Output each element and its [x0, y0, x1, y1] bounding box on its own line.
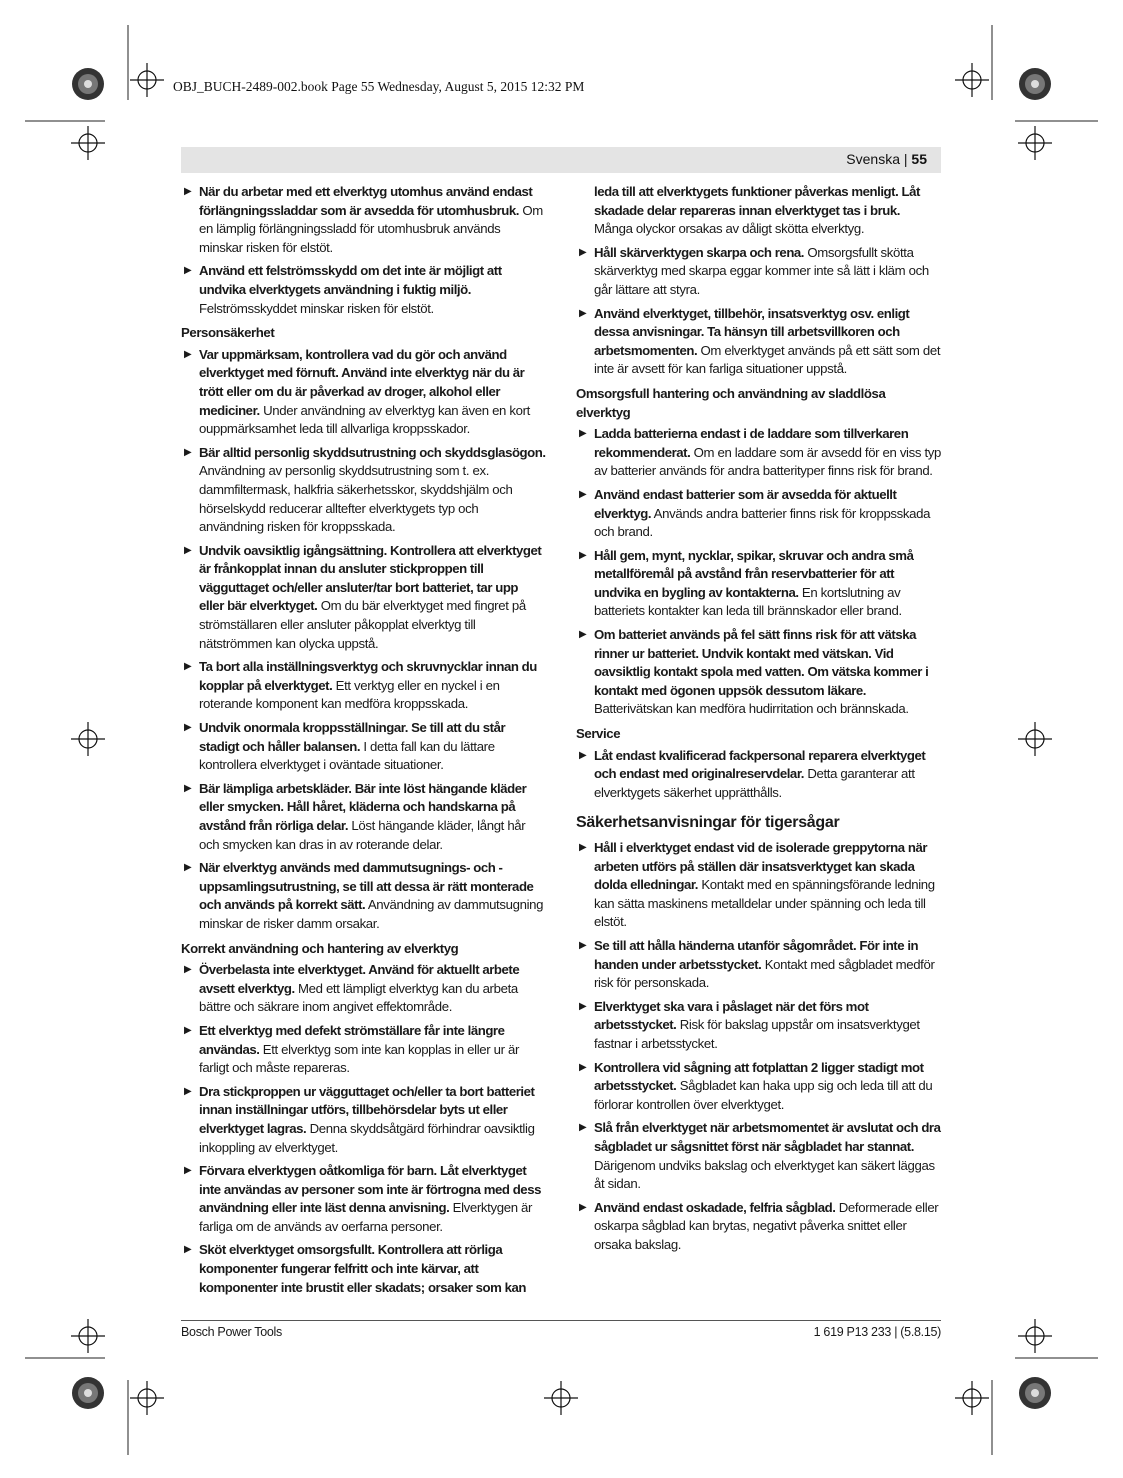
personal-safety-list [181, 346, 546, 934]
list-item: ▶ Elverktyget ska vara i påslaget när det förs mot arbetsstycket. Risk för bakslag uppstår om insatsverktyget fastnar i arbetsstycket. [576, 998, 941, 1054]
right-column [576, 183, 941, 1259]
list-item: ▶ Förvara elverktygen oåtkomliga för barn. Låt elverktyget inte användas av personer som inte är förtrogna med dess användning eller inte läst denna anvisning. Elverktygen är farliga om de används av oerfarna personer. [181, 1162, 546, 1236]
service-list [576, 747, 941, 803]
list-item: ▶ Sköt elverktyget omsorgsfullt. Kontrollera att rörliga komponenter fungerar felfritt och inte kärvar, att komponenter inte brustit eller skadats; orsaker som kan [181, 1241, 546, 1297]
list-item: ▶ Använd endast batterier som är avsedda för aktuellt elverktyg. Används andra batterier finns risk för kroppsskada och brand. [576, 486, 941, 542]
star-target-top-right [1019, 68, 1051, 100]
print-slug: OBJ_BUCH-2489-002.book Page 55 Wednesday, August 5, 2015 12:32 PM [173, 79, 585, 94]
crosshair-mark-6 [1018, 722, 1052, 756]
list-item: ▶ Använd elverktyget, tillbehör, insatsverktyg osv. enligt dessa anvisningar. Ta hänsyn till arbetsvillkoren och arbetsmomenten. Om elverktyget används på ett sätt som det inte är avsett för kan farliga situationer uppstå. [576, 305, 941, 379]
heading-correct-usage: Korrekt användning och hantering av elverktyg [181, 940, 459, 956]
list-item: ▶ Dra stickproppen ur vägguttaget och/eller ta bort batteriet innan inställningar utförs, tillbehörsdelar byts ut eller elverktyget lagras. Denna skyddsåtgärd förhindrar oavsiktlig inkoppling av elverktyget. [181, 1083, 546, 1157]
continued-item: leda till att elverktygets funktioner påverkas menligt. Låt skadade delar repareras innan elverktyget tas i bruk. Många olyckor orsakas av dåligt skötta elverktyg. [594, 184, 920, 237]
crosshair-mark-11 [955, 1381, 989, 1415]
list-item: ▶ Ladda batterierna endast i de laddare som tillverkaren rekommenderat. Om en laddare som är avsedd för en viss typ av batterier används för andra batterityper finns risk för brand. [576, 425, 941, 481]
crosshair-mark-8 [1018, 1319, 1052, 1353]
footer-brand: Bosch Power Tools [181, 1325, 282, 1339]
heading-personal-safety: Personsäkerhet [181, 325, 275, 341]
list-item: ▶ Håll skärverktygen skarpa och rena. Omsorgsfullt skötta skärverktyg med skarpa eggar kommer inte så lätt i kläm och går lättare att styra. [576, 244, 941, 300]
list-item: ▶ Undvik oavsiktlig igångsättning. Kontrollera att elverktyget är frånkopplat innan du ansluter stickproppen till vägguttaget och/eller ansluter/tar bort batteriet, tar upp eller bär elverktyget. Om du bär elverktyget med fingret på strömställaren eller ansluter påkopplat elverktyg till nätströmmen kan olycka uppstå. [181, 542, 546, 654]
list-item: ▶ Håll i elverktyget endast vid de isolerade greppytorna när arbeten utförs på ställen där insatsverktyget kan skada dolda elledningar. Kontakt med en spänningsförande ledning kan sätta maskinens metalldelar under spänning och leda till elstöt. [576, 839, 941, 932]
crosshair-mark-9 [130, 1381, 164, 1415]
list-item: ▶ Ett elverktyg med defekt strömställare får inte längre användas. Ett elverktyg som inte kan kopplas in eller ur är farligt och måste repareras. [181, 1022, 546, 1078]
crosshair-mark-10 [544, 1381, 578, 1415]
list-item: ▶ När du arbetar med ett elverktyg utomhus använd endast förlängningssladdar som är avsedda för utomhusbruk. Om en lämplig förlängningssladd för utomhusbruk används minskar risken för elstöt. [181, 183, 546, 257]
list-item: ▶ Var uppmärksam, kontrollera vad du gör och använd elverktyget med förnuft. Använd inte elverktyg när du är trött eller om du är påverkad av droger, alkohol eller mediciner. Under användning av elverktyg kan även en kort ouppmärksamhet leda till allvarliga kroppsskador. [181, 346, 546, 439]
left-column [181, 183, 546, 1302]
header-language: Svenska [846, 151, 900, 167]
star-target-bottom-right [1019, 1377, 1051, 1409]
heading-battery-tools: Omsorgsfull hantering och användning av sladdlösa elverktyg [576, 385, 886, 420]
list-item: ▶ Bär lämpliga arbetskläder. Bär inte löst hängande kläder eller smycken. Håll håret, kläderna och handskarna på avstånd från rörliga delar. Löst hängande kläder, långt hår och smycken kan dras in av roterande delar. [181, 780, 546, 854]
right-items-top [576, 244, 941, 379]
list-item: ▶ Undvik onormala kroppsställningar. Se till att du står stadigt och håller balansen. I detta fall kan du lättare kontrollera elverktyget i oväntade situationer. [181, 719, 546, 775]
crosshair-mark-3 [71, 126, 105, 160]
page-number: 55 [911, 151, 927, 167]
list-item: ▶ När elverktyg används med dammutsugnings- och -uppsamlingsutrustning, se till att dessa är rätt monterade och används på korrekt sätt. Användning av dammutsugning minskar de risker damm orsakar. [181, 859, 546, 933]
header-separator: | [903, 151, 908, 167]
star-target-top-left [72, 68, 104, 100]
footer-doc-number: 1 619 P13 233 | (5.8.15) [813, 1325, 941, 1339]
header-text [846, 151, 927, 167]
battery-list [576, 425, 941, 719]
list-item: ▶ Håll gem, mynt, nycklar, spikar, skruvar och andra små metallföremål på avstånd från reservbatterier för att undvika en bygling av kontakterna. En kortslutning av batteriets kontakter kan leda till brännskador eller brand. [576, 547, 941, 621]
saw-safety-list [576, 839, 941, 1254]
list-item: ▶ Om batteriet används på fel sätt finns risk för att vätska rinner ur batteriet. Undvik kontakt med vätskan. Vid oavsiktlig kontakt spola med vatten. Om vätska kommer i kontakt med ögonen uppsök dessutom läkare. Batterivätskan kan medföra hudirritation och brännskada. [576, 626, 941, 719]
list-item: ▶ Bär alltid personlig skyddsutrustning och skyddsglasögon. Användning av personlig skyddsutrustning som t. ex. dammfiltermask, halkfria säkerhetsskor, skyddshjälm och hörselskydd reducerar alltefter elverktygets typ och användning risken för kroppsskada. [181, 444, 546, 537]
star-target-bottom-left [72, 1377, 104, 1409]
list-item: ▶ Använd endast oskadade, felfria sågblad. Deformerade eller oskarpa sågblad kan brytas, negativt påverka snittet eller orsaka bakslag. [576, 1199, 941, 1255]
crosshair-mark-7 [71, 1319, 105, 1353]
heading-service: Service [576, 726, 621, 742]
list-item: ▶ Ta bort alla inställningsverktyg och skruvnycklar innan du kopplar på elverktyget. Ett verktyg eller en nyckel i en roterande komponent kan medföra kroppsskada. [181, 658, 546, 714]
crosshair-mark-2 [955, 63, 989, 97]
crosshair-mark-4 [1018, 126, 1052, 160]
list-item: ▶ Överbelasta inte elverktyget. Använd för aktuellt arbete avsett elverktyg. Med ett lämpligt elverktyg kan du arbeta bättre och säkrare inom angivet effektområde. [181, 961, 546, 1017]
left-items-top [181, 183, 546, 318]
footer-rule [181, 1320, 941, 1321]
list-item: ▶ Se till att hålla händerna utanför sågområdet. För inte in handen under arbetsstycket. Kontakt med sågbladet medför risk för personskada. [576, 937, 941, 993]
usage-list [181, 961, 546, 1297]
list-item: ▶ Slå från elverktyget när arbetsmomentet är avslutat och dra sågbladet ur sågsnittet först när sågbladet har stannat. Därigenom undviks bakslag och elverktyget kan säkert läggas åt sidan. [576, 1119, 941, 1193]
crosshair-mark-1 [130, 63, 164, 97]
section-title-saw-safety: Säkerhetsanvisningar för tigersågar [576, 814, 840, 832]
list-item: ▶ Använd ett felströmsskydd om det inte är möjligt att undvika elverktygets användning i fuktig miljö. Felströmsskyddet minskar risken för elstöt. [181, 262, 546, 318]
crosshair-mark-5 [71, 722, 105, 756]
list-item: ▶ Kontrollera vid sågning att fotplattan 2 ligger stadigt mot arbetsstycket. Sågbladet kan haka upp sig och leda till att du förlorar kontrollen över elverktyget. [576, 1059, 941, 1115]
page-header [181, 147, 941, 173]
list-item: ▶ Låt endast kvalificerad fackpersonal reparera elverktyget och endast med originalreservdelar. Detta garanterar att elverktygets säkerhet upprätthålls. [576, 747, 941, 803]
